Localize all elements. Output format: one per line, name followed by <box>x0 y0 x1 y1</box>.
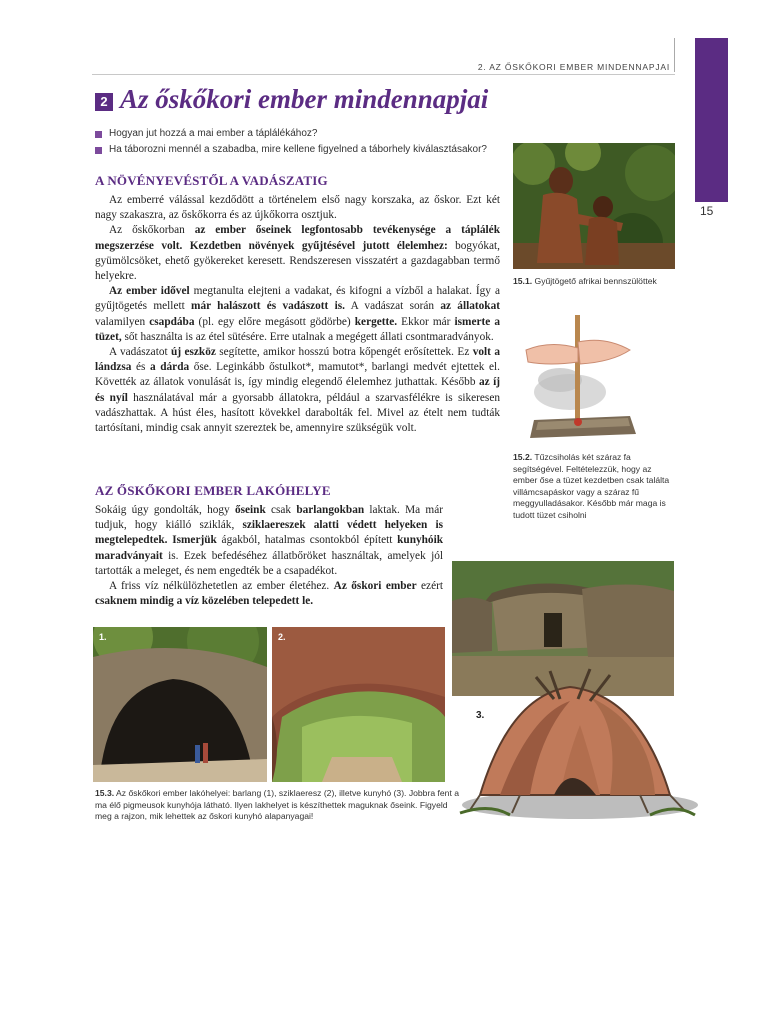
text-run: ágakból, hatalmas csontokból épített <box>216 534 398 547</box>
text-run: (pl. egy előre megásott gödörbe) <box>194 315 355 328</box>
figure-caption-1 <box>513 276 688 288</box>
text-run: is. Ezek befedéséhez állatbőröket használtak, amelyek jól tartották a meleget, és nem engedték be a csapadékot. <box>95 549 443 577</box>
text-run: Az őskőkorban <box>109 224 195 237</box>
text-run: bogyókat, gyümölcsöket, ehető gyökereket keresett. Rendszeresen visszatért a gazdagabban termő helyekre. <box>95 239 500 283</box>
bold-text-run: kergette. <box>354 315 398 328</box>
bold-text-run: már halászott és vadászott is. <box>191 300 345 313</box>
question-list <box>95 126 515 158</box>
text-run: őse. Leginkább őstulkot*, mamutot*, barlangi medvét ejtettek el. Követték az állatok vonulását is, így mindig elegendő élelemhez juthattak. Később <box>95 361 500 389</box>
section-body-hunting <box>95 193 500 436</box>
text-run: és <box>131 361 151 374</box>
caption-text: Gyűjtögető afrikai bennszülöttek <box>534 276 657 286</box>
text-run: A vadászat során <box>344 300 441 313</box>
caption-text: Tűzcsiholás két száraz fa segítségével. Feltételezzük, hogy az ember őse a tüzet kezdetben csak találta villámcsapáskor vagy a száraz fű meggyulladásakor. Később már maga is tudott tüzet csiholni <box>513 452 670 520</box>
text-run: használatával már a gyorsabb állatokra, például a szarvasfélékre is sikeresen vadászhattak. A húst éles, hasított kövekkel darabolták fel. Mivel az ételt nem tudták tartósítani, mindig csak annyit szereztek be, amennyire szükségük volt. <box>95 391 500 435</box>
bold-text-run: az ember őseinek legfontosabb tevékenysége a táplálék megszerzése volt. Kezdetben növények gyűjtésével jutott élelemhez: <box>95 224 500 252</box>
figure-label-1: 1. <box>99 632 107 642</box>
bold-text-run: új eszköz <box>171 346 216 359</box>
section-body-dwelling <box>95 503 443 609</box>
bold-text-run: csaknem mindig a víz közelében telepedett le. <box>95 595 314 608</box>
photo-rock-shelter <box>272 627 445 782</box>
text-run: megtanulta elejteni a vadakat, és kifogni a vízből a halakat. Így a gyűjtögetés mellett <box>95 285 500 313</box>
figure-caption-2 <box>513 452 673 521</box>
bold-text-run: csapdába <box>149 315 195 328</box>
page-title: Az őskőkori ember mindennapjai <box>120 84 489 114</box>
bold-text-run: Az őskori ember <box>333 580 417 593</box>
figure-number: 15.3. <box>95 788 115 798</box>
bold-text-run: sziklaereszek alatti védett helyeken is megtelepedtek. Ismerjük <box>95 519 443 547</box>
question-item <box>95 142 515 158</box>
bold-text-run: őseink <box>234 504 266 516</box>
text-run: A friss víz nélkülözhetetlen az ember életéhez. <box>109 580 334 593</box>
bold-text-run: volt a lándzsa <box>95 346 501 374</box>
figure-number: 15.1. <box>513 276 533 286</box>
figure-label-3: 3. <box>476 710 485 721</box>
bold-text-run: kunyhóik maradványait <box>95 534 443 562</box>
text-run: ezért <box>416 580 443 593</box>
paragraph <box>95 503 443 579</box>
bold-text-run: a dárda <box>150 361 190 374</box>
figure-label-2: 2. <box>278 632 286 642</box>
running-header: 2. AZ ŐSKŐKORI EMBER MINDENNAPJAI <box>477 62 670 72</box>
photo-african-gatherers <box>513 143 675 269</box>
paragraph <box>95 223 500 284</box>
page-number: 15 <box>700 204 714 218</box>
header-rule <box>92 74 675 75</box>
text-run: laktak. Ma már tudjuk, hogy kiálló sziklák, <box>95 504 443 532</box>
text-run: sőt használta is az étel sütésére. Erre utalnak a megégett állati csontmaradványok. <box>121 330 494 343</box>
text-run: Ekkor már <box>397 315 455 328</box>
illustration-skin-hut <box>450 665 700 825</box>
bold-text-run: ismerte a tüzet, <box>95 315 500 343</box>
paragraph <box>95 345 500 436</box>
text-run: segítette, amikor hosszú botra kőpengét erősítettek. Ez <box>215 346 473 359</box>
illustration-fire-drill <box>520 310 645 445</box>
header-divider <box>674 38 675 72</box>
question-text: Ha táborozni mennél a szabadba, mire kellene figyelned a táborhely kiválasztásakor? <box>109 144 487 155</box>
bold-text-run: az íj és nyíl <box>95 376 500 404</box>
section-heading-dwelling: AZ ŐSKŐKORI EMBER LAKÓHELYE <box>95 483 331 498</box>
photo-cave <box>93 627 267 782</box>
figure-caption-3 <box>95 788 460 823</box>
paragraph: Az emberré válással kezdődött a történelem első nagy korszaka, az őskor. Ezt két nagy szakaszra, az őskőkorra és az újkőkorra osztjuk. <box>95 194 500 222</box>
chapter-tab <box>695 38 728 202</box>
bold-text-run: barlangokban <box>296 504 365 516</box>
paragraph <box>95 579 443 609</box>
paragraph <box>95 284 500 345</box>
chapter-number-badge: 2 <box>95 93 113 111</box>
text-run: valamilyen <box>95 315 150 328</box>
caption-text: Az őskőkori ember lakóhelyei: barlang (1), sziklaeresz (2), illetve kunyhó (3). Jobbra fent a ma élő pigmeusok kunyhója látható. Ilyen lakhelyet is készíthettek maguknak őseink. Figyeld meg a rajzon, mik lehettek az őskori kunyhó alapanyagai! <box>95 788 459 821</box>
figure-number: 15.2. <box>513 452 533 462</box>
text-run: csak <box>265 504 297 516</box>
section-heading-hunting: A NÖVÉNYEVÉSTŐL A VADÁSZATIG <box>95 173 328 188</box>
bold-text-run: az állatokat <box>440 300 500 313</box>
text-run: Sokáig úgy gondolták, hogy <box>95 504 235 516</box>
bold-text-run: Az ember idővel <box>109 285 190 298</box>
question-text: Hogyan jut hozzá a mai ember a táplálékához? <box>109 128 318 139</box>
square-bullet-icon <box>95 147 102 154</box>
question-item <box>95 126 515 142</box>
text-run: A vadászatot <box>109 346 172 359</box>
square-bullet-icon <box>95 131 102 138</box>
